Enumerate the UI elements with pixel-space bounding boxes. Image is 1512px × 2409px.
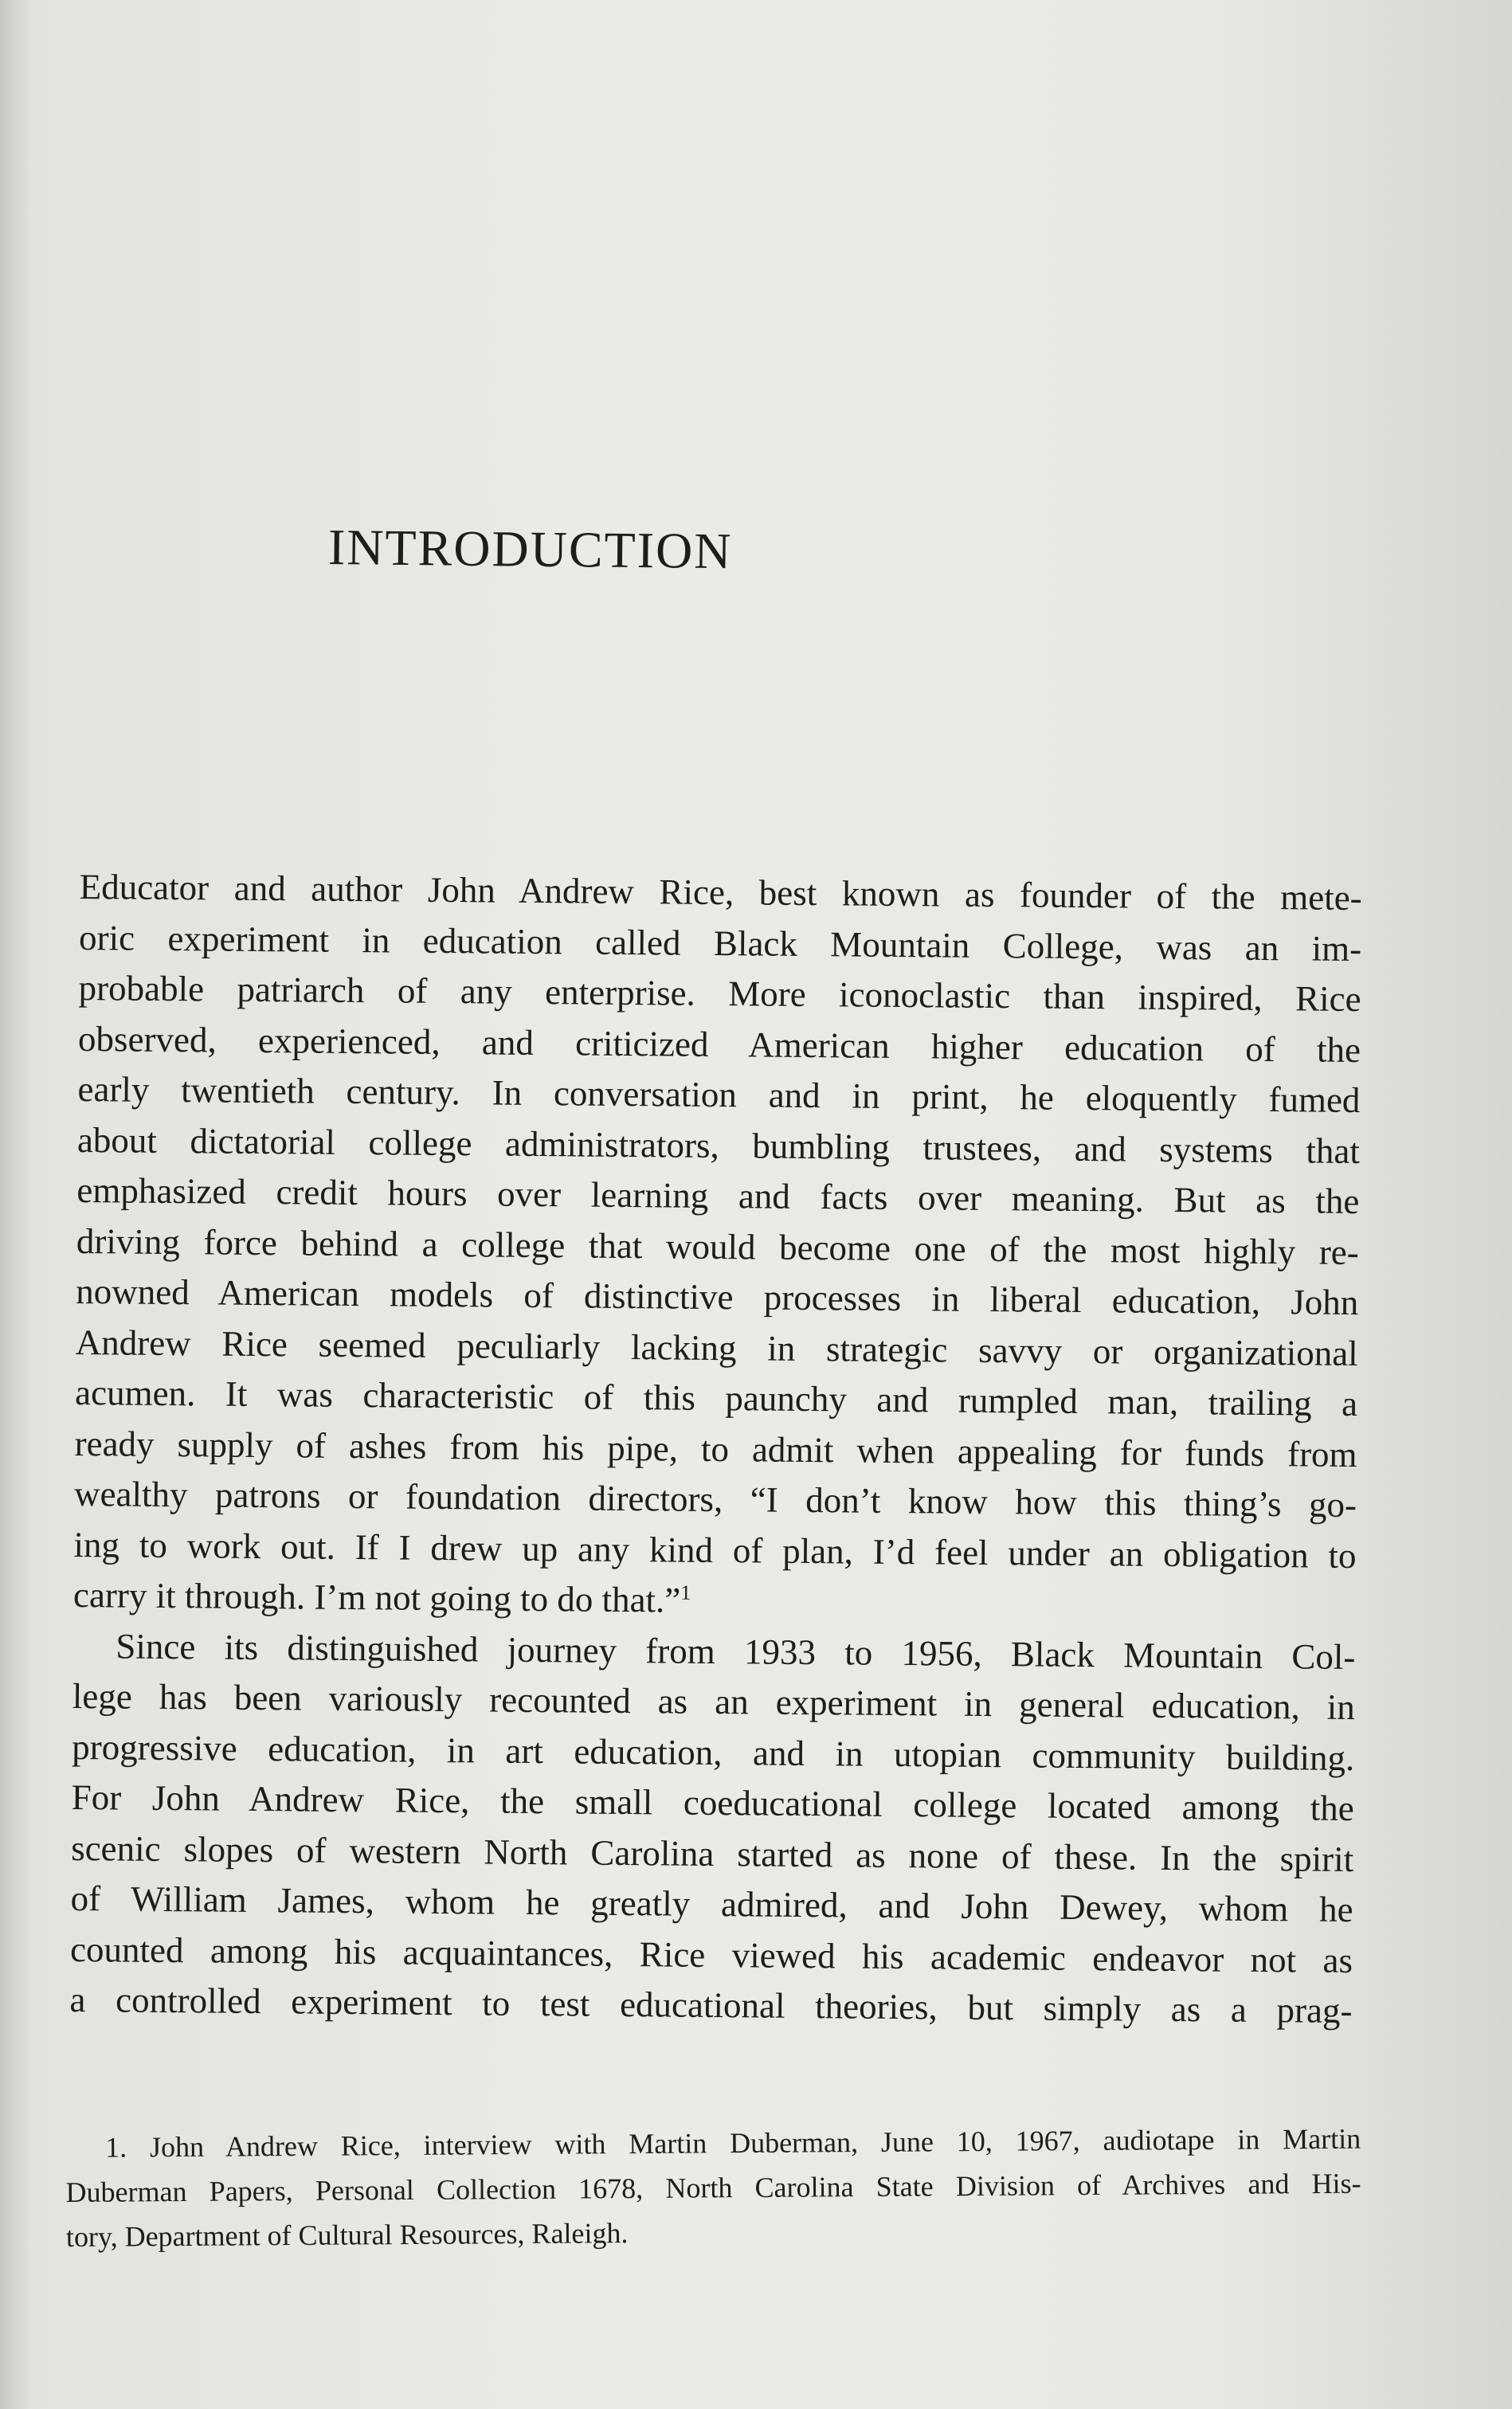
text-line: Educator and author John Andrew Rice, best known as founder of the mete- bbox=[79, 866, 1362, 919]
chapter-title: INTRODUCTION bbox=[327, 519, 733, 580]
text-line: wealthy patrons or foundation directors, “I don’t know how this thing’s go- bbox=[73, 1473, 1357, 1526]
footnote-reference: 1 bbox=[680, 1581, 691, 1604]
text-line: about dictatorial college administrators, bumbling trustees, and systems that bbox=[76, 1119, 1361, 1171]
page-gutter-shadow bbox=[0, 0, 32, 2409]
text-line: For John Andrew Rice, the small coeducational college located among the bbox=[71, 1776, 1354, 1829]
footnote-line: tory, Department of Cultural Resources, Raleigh. bbox=[65, 2217, 629, 2253]
text-line: nowned American models of distinctive processes in liberal education, John bbox=[76, 1271, 1359, 1323]
text-line: emphasized credit hours over learning and facts over meaning. But as the bbox=[76, 1169, 1360, 1222]
text-line: Andrew Rice seemed peculiarly lacking in strategic savvy or organizational bbox=[75, 1322, 1358, 1373]
text-line: driving force behind a college that would become one of the most highly re- bbox=[76, 1220, 1360, 1272]
text-line: probable patriarch of any enterprise. More iconoclastic than inspired, Rice bbox=[78, 967, 1361, 1020]
text-line: ready supply of ashes from his pipe, to admit when appealing for funds from bbox=[74, 1423, 1357, 1475]
text-line: acumen. It was characteristic of this paunchy and rumpled man, trailing a bbox=[74, 1372, 1358, 1424]
text-line: ing to work out. If I drew up any kind of plan, I’d feel under an obligation to bbox=[73, 1524, 1357, 1576]
text-line-content: carry it through. I’m not going to do that.” bbox=[72, 1574, 681, 1620]
text-line: progressive education, in art education, and in utopian community building. bbox=[72, 1726, 1355, 1778]
text-line: observed, experienced, and criticized American higher education of the bbox=[77, 1018, 1361, 1070]
text-line: early twentieth century. In conversation and in print, he eloquently fumed bbox=[77, 1068, 1361, 1121]
text-line: lege has been variously recounted as an experiment in general education, in bbox=[72, 1675, 1356, 1728]
footnote-line: 1. John Andrew Rice, interview with Martin Duberman, June 10, 1967, audiotape in Martin bbox=[105, 2122, 1361, 2164]
footnote-line: Duberman Papers, Personal Collection 1678, North Carolina State Division of Archives and His- bbox=[65, 2167, 1361, 2208]
text-line: scenic slopes of western North Carolina started as none of these. In the spirit bbox=[70, 1827, 1354, 1879]
body-text bbox=[69, 862, 1362, 2036]
footnote bbox=[65, 2117, 1361, 2259]
text-line: oric experiment in education called Black Mountain College, was an im- bbox=[78, 917, 1362, 969]
text-line: Since its distinguished journey from 1933 to 1956, Black Mountain Col- bbox=[116, 1625, 1356, 1677]
text-line: of William James, whom he greatly admired, and John Dewey, whom he bbox=[70, 1878, 1353, 1929]
text-line: a controlled experiment to test educational theories, but simply as a prag- bbox=[69, 1979, 1353, 2031]
text-line: counted among his acquaintances, Rice viewed his academic endeavor not as bbox=[69, 1929, 1353, 1980]
